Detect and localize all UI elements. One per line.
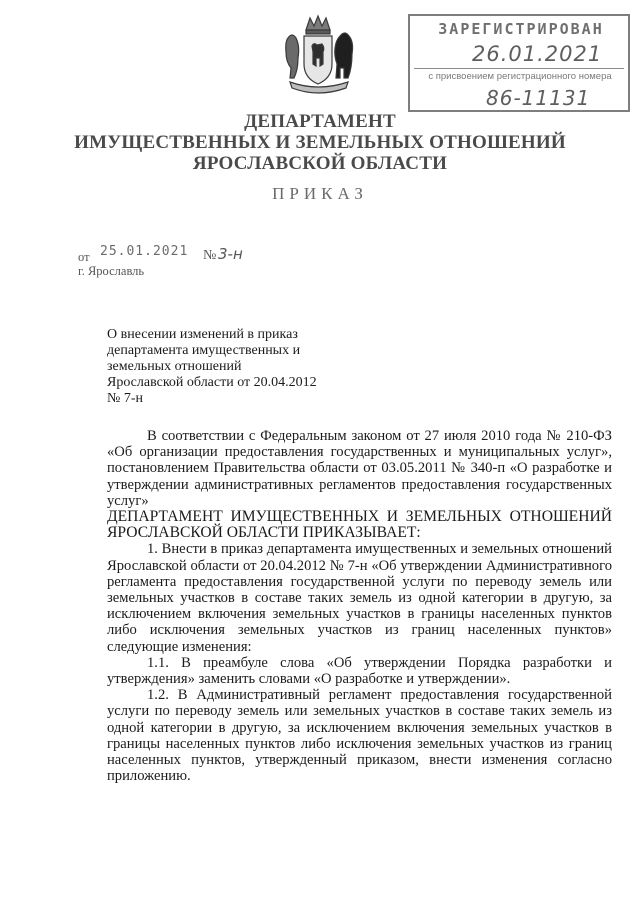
number-label: № <box>203 248 217 263</box>
header-line-2: ИМУЩЕСТВЕННЫХ И ЗЕМЕЛЬНЫХ ОТНОШЕНИЙ <box>74 132 566 153</box>
document-type: ПРИКАЗ <box>272 184 368 203</box>
order-number: 3-н <box>218 245 243 263</box>
header-line-3: ЯРОСЛАВСКОЙ ОБЛАСТИ <box>192 153 448 174</box>
item-1-paragraph: 1. Внести в приказ департамента имущественных и земельных отношений Ярославской области от 20.04.2012 № 7-н «Об утверждении Административного регламента предоставления государственной услуги по переводу земель или земельных участков в составе таких земель из одной категории в другую, за исключением включения земельных участков в границы населенных пунктов либо исключения земельных участков из границ населенных пунктов» следующие изменения: <box>107 541 612 655</box>
subject-line: земельных отношений <box>107 359 242 374</box>
order-subject <box>107 327 367 407</box>
subject-line: Ярославской области от 20.04.2012 <box>107 375 317 390</box>
subject-line: департамента имущественных и <box>107 343 301 358</box>
subject-line: № 7-н <box>107 391 144 406</box>
registration-stamp <box>408 14 630 112</box>
city: г. Ярославль <box>78 264 145 278</box>
item-1-1-paragraph: 1.1. В преамбуле слова «Об утверждении Порядка разработки и утверждения» заменить словами «О разработке и утверждении». <box>107 654 612 688</box>
order-date: 25.01.2021 <box>100 244 189 259</box>
item-1-2-paragraph: 1.2. В Административный регламент предоставления государственной услуги по переводу земель или земельных участков в составе таких земель из одной категории в другую, за исключением включения земельных участков в границы населенных пунктов либо исключения земельных участков из границ населенных пунктов, утвержденный приказом, внести изменения согласно приложению. <box>107 687 612 785</box>
stamp-date: 26.01.2021 <box>472 42 603 66</box>
order-body <box>107 428 612 784</box>
header-line-1: ДЕПАРТАМЕНТ <box>244 111 396 132</box>
preamble-paragraph: В соответствии с Федеральным законом от 27 июля 2010 года № 210-ФЗ «Об организации предоставления государственных и муниципальных услуг», постановлением Правительства области от 03.05.2011 № 340-п «О разработке и утверждении административных регламентов предоставления государственных услуг» <box>107 428 612 509</box>
stamp-divider <box>414 68 624 69</box>
stamp-number: 86-11131 <box>486 86 591 110</box>
from-label: от <box>78 250 90 264</box>
orders-line: ДЕПАРТАМЕНТ ИМУЩЕСТВЕННЫХ И ЗЕМЕЛЬНЫХ ОТНОШЕНИЙ ЯРОСЛАВСКОЙ ОБЛАСТИ ПРИКАЗЫВАЕТ: <box>107 508 612 542</box>
stamp-caption: с присвоением регистрационного номера <box>428 71 612 82</box>
subject-line: О внесении изменений в приказ <box>107 327 298 342</box>
stamp-title: ЗАРЕГИСТРИРОВАН <box>438 20 604 38</box>
coat-of-arms-icon <box>276 12 360 98</box>
